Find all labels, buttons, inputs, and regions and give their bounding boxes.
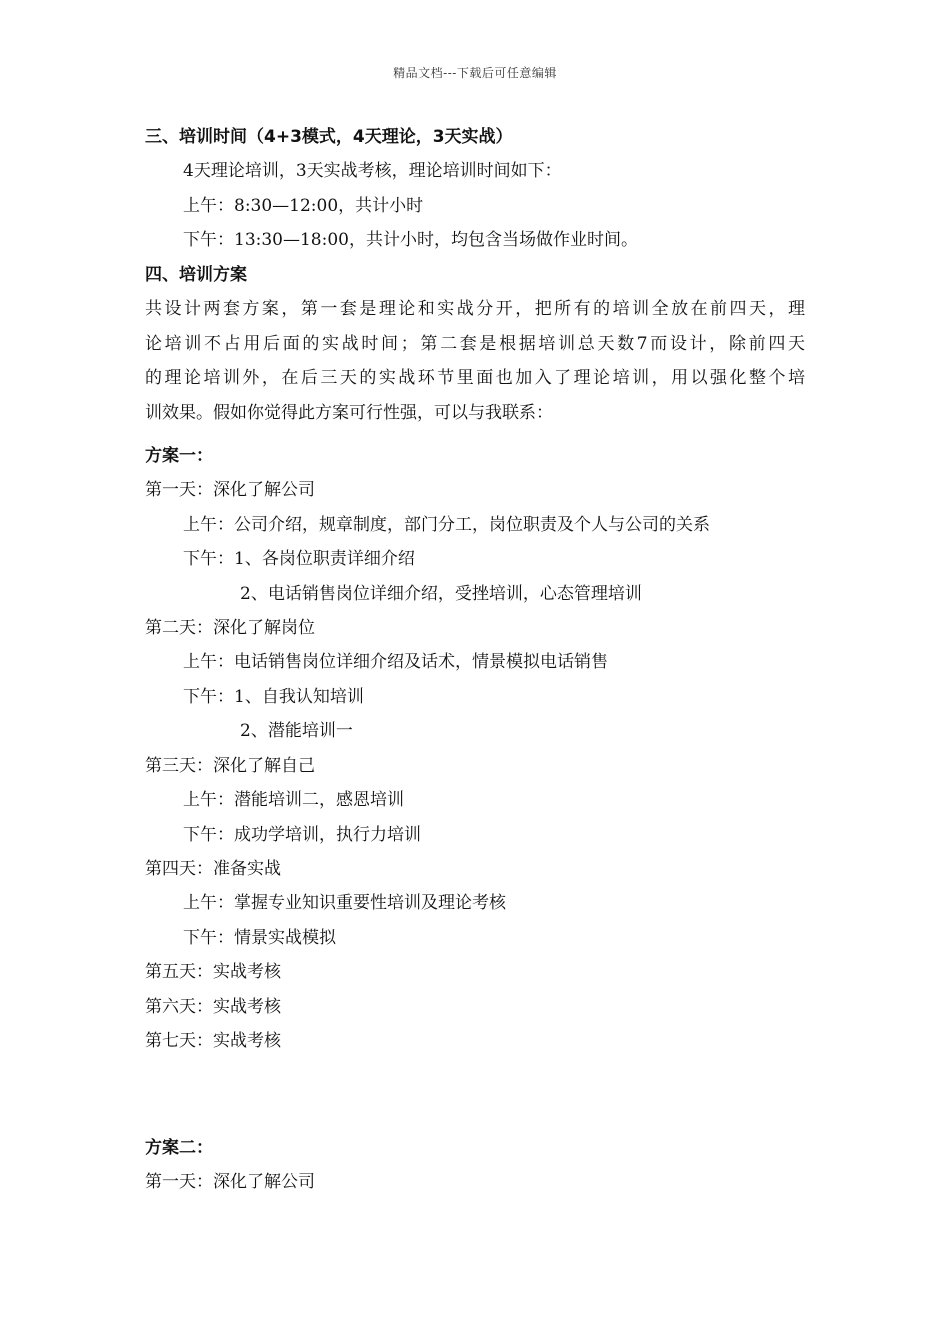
section4-paragraph-line-4: 训效果。假如你觉得此方案可行性强，可以与我联系： bbox=[145, 403, 553, 423]
plan1-day2-afternoon-1: 下午：1、自我认知培训 bbox=[183, 687, 364, 707]
section3-title: 三、培训时间（4+3模式，4天理论，3天实战） bbox=[145, 127, 513, 147]
plan1-day2-afternoon-2: 2、潜能培训一 bbox=[240, 721, 353, 741]
plan1-day6: 第六天：实战考核 bbox=[145, 997, 281, 1017]
section4-paragraph-line-2: 论培训不占用后面的实战时间；第二套是根据培训总天数7而设计，除前四天 bbox=[145, 334, 805, 354]
plan1-day3-label: 第三天：深化了解自己 bbox=[145, 756, 315, 776]
plan2-title: 方案二： bbox=[145, 1138, 213, 1158]
plan1-day4-morning: 上午：掌握专业知识重要性培训及理论考核 bbox=[183, 893, 506, 913]
plan1-day1-afternoon-2: 2、电话销售岗位详细介绍，受挫培训，心态管理培训 bbox=[240, 584, 642, 604]
plan1-day1-morning: 上午：公司介绍，规章制度，部门分工，岗位职责及个人与公司的关系 bbox=[183, 515, 710, 535]
plan2-day1-label: 第一天：深化了解公司 bbox=[145, 1172, 315, 1192]
plan1-day1-label: 第一天：深化了解公司 bbox=[145, 480, 315, 500]
plan1-day3-afternoon: 下午：成功学培训，执行力培训 bbox=[183, 825, 421, 845]
plan1-day5: 第五天：实战考核 bbox=[145, 962, 281, 982]
section3-morning: 上午：8:30—12:00，共计小时 bbox=[183, 196, 424, 216]
section3-afternoon: 下午：13:30—18:00，共计小时，均包含当场做作业时间。 bbox=[183, 230, 638, 250]
section4-title: 四、培训方案 bbox=[145, 265, 247, 285]
plan1-day2-label: 第二天：深化了解岗位 bbox=[145, 618, 315, 638]
section3-intro: 4天理论培训，3天实战考核，理论培训时间如下： bbox=[183, 161, 562, 181]
section4-paragraph-line-3: 的理论培训外，在后三天的实战环节里面也加入了理论培训，用以强化整个培 bbox=[145, 368, 805, 388]
page-header: 精品文档---下载后可任意编辑 bbox=[393, 66, 557, 80]
plan1-day1-afternoon-1: 下午：1、各岗位职责详细介绍 bbox=[183, 549, 415, 569]
plan1-day4-afternoon: 下午：情景实战模拟 bbox=[183, 928, 336, 948]
section4-paragraph-line-1: 共设计两套方案，第一套是理论和实战分开，把所有的培训全放在前四天，理 bbox=[145, 299, 805, 319]
plan1-title: 方案一： bbox=[145, 446, 213, 466]
plan1-day2-morning: 上午：电话销售岗位详细介绍及话术，情景模拟电话销售 bbox=[183, 652, 608, 672]
plan1-day3-morning: 上午：潜能培训二，感恩培训 bbox=[183, 790, 404, 810]
plan1-day7: 第七天：实战考核 bbox=[145, 1031, 281, 1051]
plan1-day4-label: 第四天：准备实战 bbox=[145, 859, 281, 879]
